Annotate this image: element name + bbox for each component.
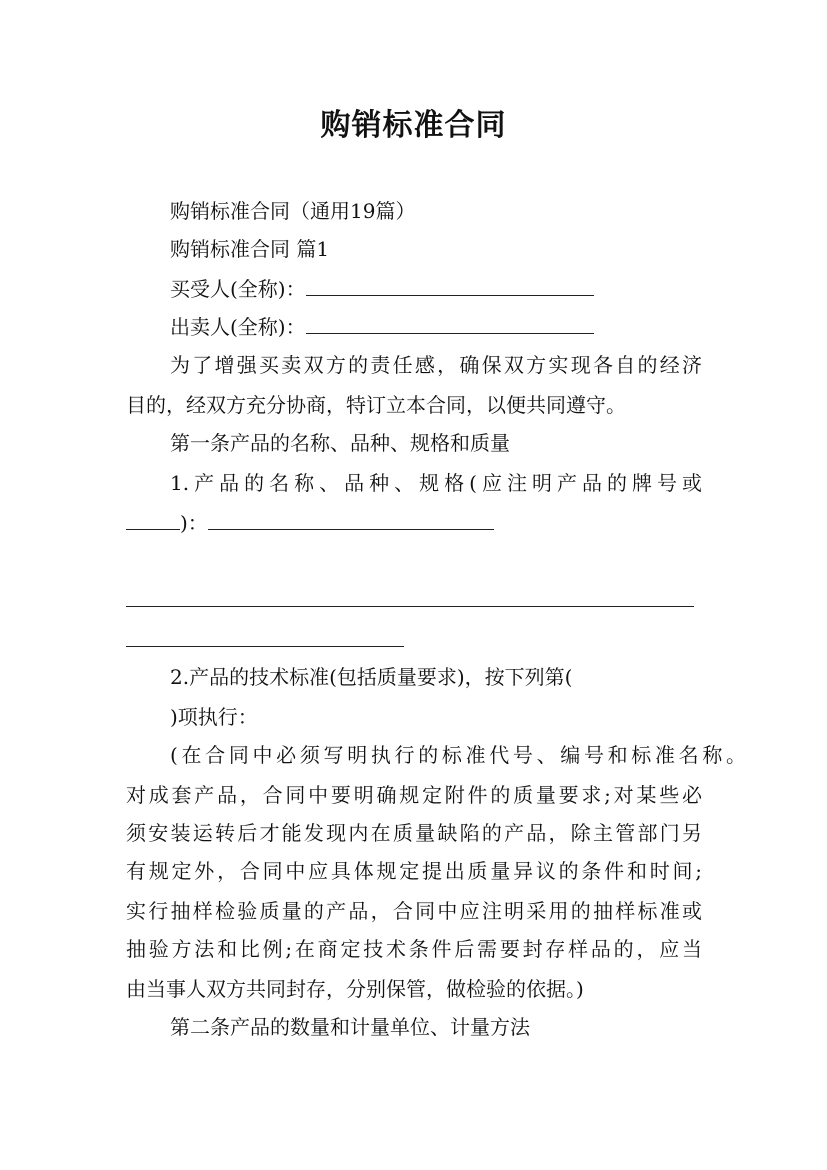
item-2-line-2: )项执行：: [170, 705, 258, 729]
fill-line-1: [126, 606, 694, 607]
note-line-5: 实行抽样检验质量的产品，合同中应注明采用的抽样标准或: [126, 899, 702, 923]
buyer-blank: [306, 277, 594, 296]
item-1-colon: )：: [180, 511, 208, 535]
intro-line-2: 目的，经双方充分协商，特订立本合同，以便共同遵守。: [126, 393, 626, 417]
brand-blank: [126, 511, 180, 530]
seller-blank: [306, 315, 594, 334]
document-subtitle: 购销标准合同（通用19篇）: [170, 199, 416, 223]
item-1-line-2: [126, 510, 494, 536]
note-line-6: 抽验方法和比例;在商定技术条件后需要封存样品的，应当: [126, 937, 702, 961]
article-2-heading: 第二条产品的数量和计量单位、计量方法: [170, 1015, 530, 1039]
buyer-label: 买受人(全称)：: [170, 277, 306, 301]
seller-line: [170, 314, 594, 340]
fill-line-2: [126, 646, 404, 647]
note-line-7: 由当事人双方共同封存，分别保管，做检验的依据。): [126, 977, 584, 1001]
piece-heading: 购销标准合同 篇1: [170, 237, 330, 261]
note-line-1: (在合同中必须写明执行的标准代号、编号和标准名称。: [170, 743, 746, 767]
buyer-line: [170, 276, 594, 302]
document-title: 购销标准合同: [320, 108, 507, 143]
item-2-line-1: 2.产品的技术标准(包括质量要求)，按下列第(: [170, 665, 573, 689]
note-line-3: 须安装运转后才能发现内在质量缺陷的产品，除主管部门另: [126, 821, 702, 845]
seller-label: 出卖人(全称)：: [170, 315, 306, 339]
note-line-4: 有规定外，合同中应具体规定提出质量异议的条件和时间;: [126, 859, 702, 883]
item-1-line-1: 1.产品的名称、品种、规格(应注明产品的牌号或: [170, 471, 702, 495]
note-line-2: 对成套产品，合同中要明确规定附件的质量要求;对某些必: [126, 783, 702, 807]
article-1-heading: 第一条产品的名称、品种、规格和质量: [170, 431, 510, 455]
intro-line-1: 为了增强买卖双方的责任感，确保双方实现各自的经济: [170, 353, 702, 377]
product-name-blank: [208, 511, 494, 530]
